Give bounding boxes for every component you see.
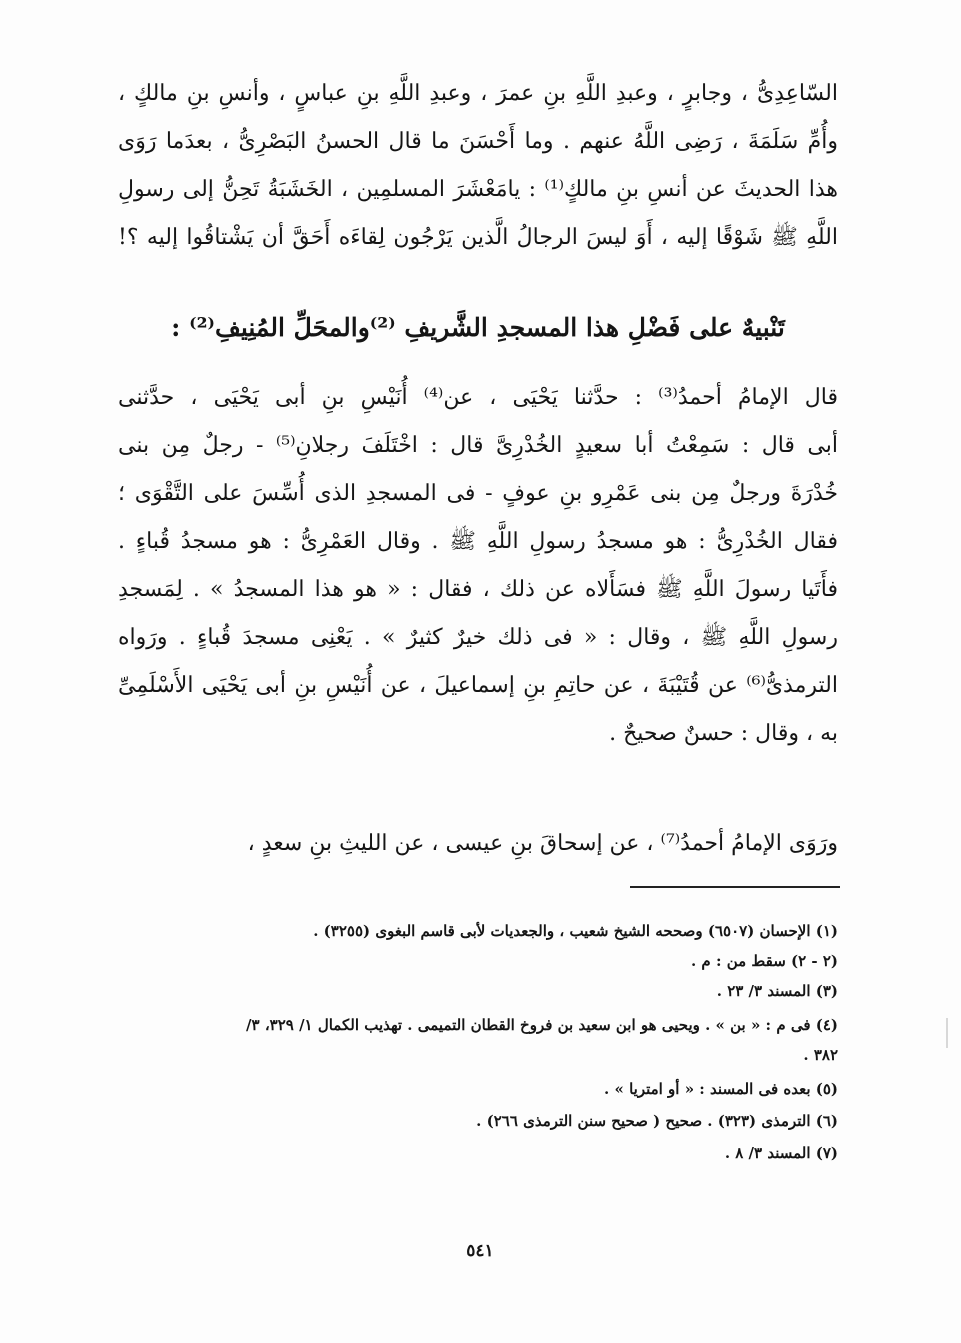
text-line-8: فقال الخُدْرِىُّ : هو مسجدُ رسولِ اللَّهِ ﷺ . وقال العَمْرِىُّ : هو مسجدُ قُباءٍ . <box>118 529 838 554</box>
text-line-9: فأَتَيا رسولَ اللَّهِ ﷺ فسَأَلاه عن ذلك ، فقال : « هو هذا المسجدُ » . لِمَسجدِ <box>118 577 838 602</box>
text-line-11: الترمذىُّ⁽⁶⁾ عن قُتَيْبَةَ ، عن حاتِمِ بنِ إسماعيلَ ، عن أُنَيْسِ بنِ أبى يَحْيَى الأَسْلَمِىِّ <box>118 673 838 698</box>
text-line-6: أبى قال : سَمِعْتُ أبا سعيدٍ الخُدْرِىَّ قال : اخْتَلَفَ رجلانِ⁽⁵⁾ - رجلٌ مِن بنى <box>118 433 838 458</box>
footnote-divider <box>630 886 840 888</box>
footnote-6: (٦) الترمذى (٣٢٣) . صحيح ( صحيح سنن الترمذى ٢٦٦) . <box>476 1112 838 1130</box>
page-number: ٥٤١ <box>466 1241 494 1261</box>
footnote-4: (٤) فى م : « بن » . ويحيى هو ابن سعيد بن فروخ القطان التميمى . تهذيب الكمال ١/ ٣٢٩، ٣/ <box>246 1016 838 1034</box>
footnote-3: (٣) المسند ٣/ ٢٣ . <box>716 982 838 1000</box>
footnote-4-continued: ٣٨٢ . <box>803 1046 838 1064</box>
footnote-5: (٥) بعده فى المسند : « أو امتريا » . <box>604 1080 838 1098</box>
footnote-2: (٢ - ٢) سقط من : م . <box>690 952 838 970</box>
text-line-12: به ، وقال : حسنٌ صحيحٌ . <box>609 721 838 746</box>
text-line-5: قال الإمامُ أحمدُ⁽³⁾ : حدَّثنا يَحْيَى ، عن⁽⁴⁾ أُنَيْسِ بنِ أبى يَحْيَى ، حدَّثنى <box>118 385 838 410</box>
section-heading: تَنْبيهٌ على فَضْلِ هذا المسجدِ الشَّريفِ ⁽²⁾والمحَلِّ المُنِيفِ⁽²⁾ : <box>171 313 785 342</box>
text-line-3: هذا الحديثَ عن أنسِ بنِ مالكٍ⁽¹⁾ : يامَعْشَرَ المسلمِين ، الخَشَبَةُ تَحِنُّ إلى رسولِ <box>118 177 838 202</box>
footnote-7: (٧) المسند ٣/ ٨ . <box>724 1144 838 1162</box>
text-line-4: اللَّهِ ﷺ شَوْقًا إليه ، أَوَ ليسَ الرجالُ الَّذين يَرْجُون لِقاءَه أَحَقَّ أن يَشْتاقُوا إليه ؟! <box>118 225 838 250</box>
text-line-7: خُدْرَةَ ورجلٌ مِن بنى عَمْرِو بنِ عوفٍ - فى المسجدِ الذى أُسِّسَ على التَّقْوَى ؛ <box>118 481 838 506</box>
text-line-2: وأُمِّ سَلَمَةَ ، رَضِى اللَّهُ عنهم . وما أَحْسَنَ ما قال الحسنُ البَصْرِىُّ ، بعدَما رَوَى <box>118 129 838 154</box>
text-line-13: ورَوَى الإمامُ أحمدُ⁽⁷⁾ ، عن إسحاقَ بنِ عيسى ، عن الليثِ بنِ سعدٍ ، <box>247 831 838 856</box>
text-line-10: رسولِ اللَّهِ ﷺ ، وقال : « فى ذلك خيرٌ كثيرٌ » . يَعْنِى مسجدَ قُباءٍ . ورَواه <box>118 625 838 650</box>
footnote-1: (١) الإحسان (٦٥٠٧) وصححه الشيخ شعيب ، والجعديات لأبى قاسم البغوى (٣٢٥٥) . <box>313 922 838 940</box>
text-line-1: السّاعِدِىُّ ، وجابرٍ ، وعبدِ اللَّهِ بنِ عمرَ ، وعبدِ اللَّهِ بنِ عباسٍ ، وأنسِ بنِ مالكٍ ، <box>118 81 838 106</box>
scan-edge-mark <box>946 1018 948 1048</box>
